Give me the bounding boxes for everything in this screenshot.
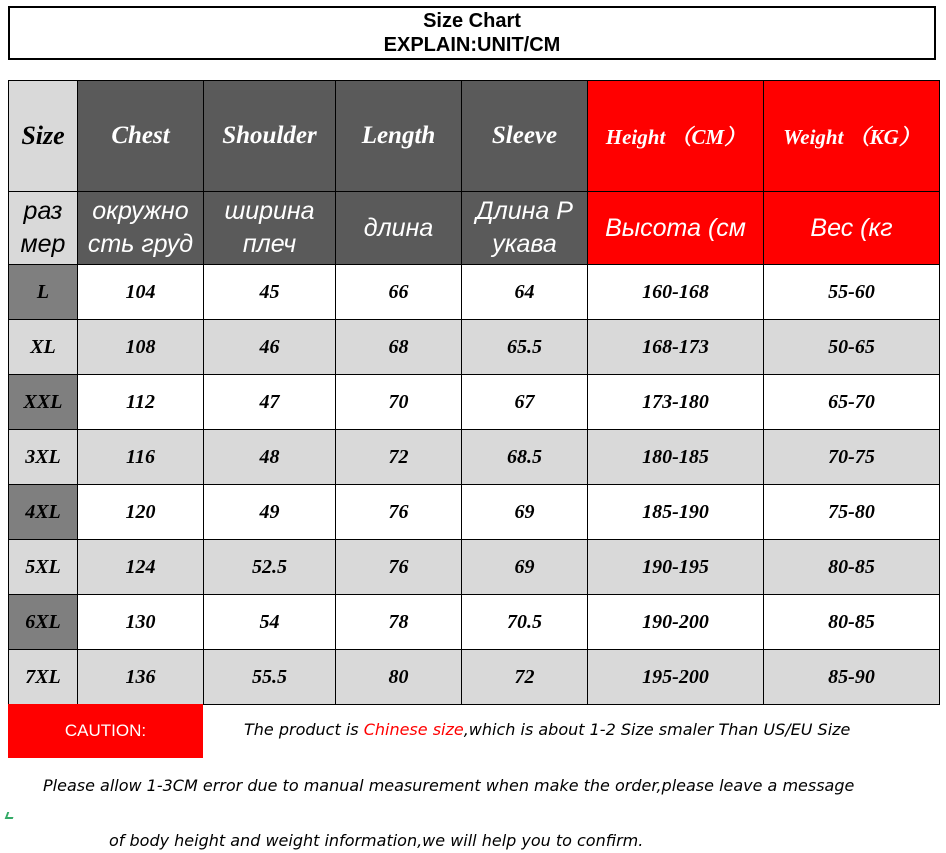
size-note-before: The product is (244, 720, 364, 739)
header-ru-height-line1: Высота (см (605, 213, 746, 242)
table-row (9, 430, 940, 485)
cell-shoulder: 47 (204, 375, 336, 430)
cell-chest: 108 (78, 320, 204, 375)
header-length: Length (336, 81, 462, 192)
cell-sleeve: 65.5 (462, 320, 588, 375)
cell-chest: 112 (78, 375, 204, 430)
header-ru-sleeve-line1: Длина Р (476, 197, 573, 225)
check-mark-icon (5, 812, 16, 819)
cell-weight: 80-85 (764, 595, 940, 650)
title-box (8, 6, 936, 60)
header-shoulder: Shoulder (204, 81, 336, 192)
cell-height: 160-168 (588, 265, 764, 320)
caution-label: CAUTION: (8, 704, 203, 758)
cell-length: 76 (336, 485, 462, 540)
cell-height: 195-200 (588, 650, 764, 705)
cell-weight: 70-75 (764, 430, 940, 485)
cell-size: 7XL (9, 650, 78, 705)
size-note (244, 720, 850, 742)
measurement-note-line1: Please allow 1-3CM error due to manual measurement when make the order,please leave a message (43, 776, 855, 795)
cell-size: 6XL (9, 595, 78, 650)
table-row (9, 320, 940, 375)
table-row (9, 265, 940, 320)
header-ru-chest (78, 192, 204, 265)
header-ru-chest-line1: окружно (92, 197, 189, 225)
table-row (9, 375, 940, 430)
cell-height: 173-180 (588, 375, 764, 430)
header-size: Size (9, 81, 78, 192)
cell-length: 78 (336, 595, 462, 650)
cell-size: L (9, 265, 78, 320)
chart-title: Size Chart (423, 10, 521, 32)
cell-shoulder: 45 (204, 265, 336, 320)
cell-shoulder: 55.5 (204, 650, 336, 705)
cell-sleeve: 72 (462, 650, 588, 705)
cell-chest: 116 (78, 430, 204, 485)
cell-length: 68 (336, 320, 462, 375)
cell-length: 80 (336, 650, 462, 705)
size-chart-table (8, 80, 940, 705)
size-note-after: ,which is about 1-2 Size smaler Than US/EU Size (463, 720, 851, 739)
header-ru-weight-line1: Вес (кг (810, 213, 893, 242)
chart-unit: EXPLAIN:UNIT/CM (383, 34, 561, 56)
table-row (9, 540, 940, 595)
cell-sleeve: 67 (462, 375, 588, 430)
measurement-note-line2: of body height and weight information,we will help you to confirm. (109, 831, 644, 850)
header-ru-chest-line2: сть груд (87, 230, 194, 258)
cell-weight: 50-65 (764, 320, 940, 375)
cell-sleeve: 68.5 (462, 430, 588, 485)
header-ru-height (588, 192, 764, 265)
size-note-highlight: Chinese size (363, 720, 464, 739)
cell-sleeve: 69 (462, 540, 588, 595)
header-ru-length-line1: длина (363, 213, 434, 242)
cell-length: 76 (336, 540, 462, 595)
header-ru-shoulder (204, 192, 336, 265)
cell-shoulder: 48 (204, 430, 336, 485)
cell-height: 190-200 (588, 595, 764, 650)
cell-chest: 104 (78, 265, 204, 320)
cell-size: 3XL (9, 430, 78, 485)
header-ru-weight (764, 192, 940, 265)
cell-chest: 120 (78, 485, 204, 540)
cell-weight: 65-70 (764, 375, 940, 430)
cell-chest: 130 (78, 595, 204, 650)
cell-chest: 136 (78, 650, 204, 705)
cell-shoulder: 49 (204, 485, 336, 540)
cell-weight: 55-60 (764, 265, 940, 320)
table-row (9, 650, 940, 705)
header-ru-size (9, 192, 78, 265)
cell-sleeve: 69 (462, 485, 588, 540)
header-ru-size-line2: мер (20, 230, 66, 258)
header-sleeve: Sleeve (462, 81, 588, 192)
header-ru-sleeve (462, 192, 588, 265)
header-row-russian (9, 192, 940, 265)
cell-size: 5XL (9, 540, 78, 595)
cell-shoulder: 54 (204, 595, 336, 650)
cell-size: 4XL (9, 485, 78, 540)
cell-weight: 85-90 (764, 650, 940, 705)
cell-length: 66 (336, 265, 462, 320)
cell-shoulder: 46 (204, 320, 336, 375)
header-row-english (9, 81, 940, 192)
cell-chest: 124 (78, 540, 204, 595)
header-ru-size-line1: раз (23, 197, 63, 225)
cell-weight: 75-80 (764, 485, 940, 540)
cell-length: 72 (336, 430, 462, 485)
header-ru-shoulder-line2: плеч (242, 230, 297, 258)
header-height: Height （CM） (588, 81, 764, 192)
header-weight: Weight （KG） (764, 81, 940, 192)
cell-height: 190-195 (588, 540, 764, 595)
cell-sleeve: 70.5 (462, 595, 588, 650)
cell-shoulder: 52.5 (204, 540, 336, 595)
cell-sleeve: 64 (462, 265, 588, 320)
table-row (9, 485, 940, 540)
header-ru-length (336, 192, 462, 265)
cell-size: XXL (9, 375, 78, 430)
cell-size: XL (9, 320, 78, 375)
header-ru-sleeve-line2: укава (492, 230, 557, 258)
header-chest: Chest (78, 81, 204, 192)
cell-length: 70 (336, 375, 462, 430)
cell-height: 180-185 (588, 430, 764, 485)
cell-height: 185-190 (588, 485, 764, 540)
cell-weight: 80-85 (764, 540, 940, 595)
table-row (9, 595, 940, 650)
header-ru-shoulder-line1: ширина (224, 197, 315, 225)
cell-height: 168-173 (588, 320, 764, 375)
